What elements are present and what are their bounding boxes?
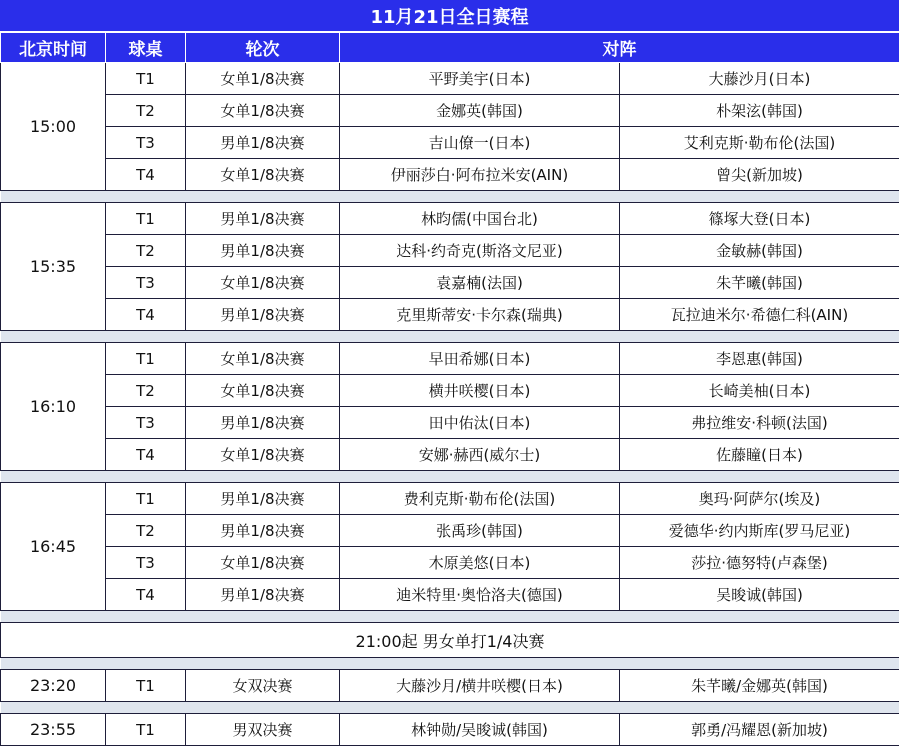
match-round: 男单1/8决赛 xyxy=(186,483,340,515)
header-table: 球桌 xyxy=(106,33,186,63)
separator-row xyxy=(1,702,899,714)
separator-row xyxy=(1,191,899,203)
match-table: T3 xyxy=(106,547,186,579)
separator-row xyxy=(1,331,899,343)
table-row xyxy=(1,267,899,299)
table-row xyxy=(1,159,899,191)
match-table: T4 xyxy=(106,439,186,471)
table-row xyxy=(1,343,899,375)
player-a: 金娜英(韩国) xyxy=(340,95,620,127)
schedule-title: 11月21日全日赛程 xyxy=(0,0,899,32)
table-row xyxy=(1,203,899,235)
player-a: 木原美悠(日本) xyxy=(340,547,620,579)
player-a: 迪米特里·奥恰洛夫(德国) xyxy=(340,579,620,611)
player-b: 莎拉·德努特(卢森堡) xyxy=(620,547,899,579)
player-b: 郭勇/冯耀恩(新加坡) xyxy=(620,714,899,746)
match-round: 女双决赛 xyxy=(186,670,340,702)
player-b: 爱德华·约内斯库(罗马尼亚) xyxy=(620,515,899,547)
match-table: T4 xyxy=(106,299,186,331)
table-row xyxy=(1,670,899,702)
final-time: 23:20 xyxy=(1,670,106,702)
match-round: 男双决赛 xyxy=(186,714,340,746)
player-a: 林昀儒(中国台北) xyxy=(340,203,620,235)
table-row xyxy=(1,235,899,267)
table-row xyxy=(1,483,899,515)
match-table: T1 xyxy=(106,203,186,235)
separator xyxy=(1,331,899,343)
match-round: 男单1/8决赛 xyxy=(186,235,340,267)
player-b: 金敏赫(韩国) xyxy=(620,235,899,267)
player-b: 佐藤瞳(日本) xyxy=(620,439,899,471)
match-table: T2 xyxy=(106,95,186,127)
player-a: 大藤沙月/横井咲樱(日本) xyxy=(340,670,620,702)
match-table: T3 xyxy=(106,407,186,439)
block-time: 15:35 xyxy=(1,203,106,331)
player-a: 横井咲樱(日本) xyxy=(340,375,620,407)
match-round: 女单1/8决赛 xyxy=(186,267,340,299)
player-a: 早田希娜(日本) xyxy=(340,343,620,375)
match-round: 女单1/8决赛 xyxy=(186,375,340,407)
table-row xyxy=(1,95,899,127)
player-a: 安娜·赫西(威尔士) xyxy=(340,439,620,471)
player-b: 瓦拉迪米尔·希德仁科(AIN) xyxy=(620,299,899,331)
final-time: 23:55 xyxy=(1,714,106,746)
match-table: T1 xyxy=(106,670,186,702)
player-b: 吴晙诚(韩国) xyxy=(620,579,899,611)
match-table: T4 xyxy=(106,159,186,191)
player-b: 弗拉维安·科顿(法国) xyxy=(620,407,899,439)
match-round: 女单1/8决赛 xyxy=(186,95,340,127)
match-table: T1 xyxy=(106,483,186,515)
player-a: 张禹珍(韩国) xyxy=(340,515,620,547)
match-table: T1 xyxy=(106,63,186,95)
table-row xyxy=(1,299,899,331)
player-b: 长崎美柚(日本) xyxy=(620,375,899,407)
match-table: T4 xyxy=(106,579,186,611)
separator-row xyxy=(1,658,899,670)
table-row xyxy=(1,63,899,95)
table-row xyxy=(1,714,899,746)
player-a: 吉山僚一(日本) xyxy=(340,127,620,159)
player-b: 朱芊曦/金娜英(韩国) xyxy=(620,670,899,702)
match-table: T3 xyxy=(106,127,186,159)
player-b: 大藤沙月(日本) xyxy=(620,63,899,95)
match-table: T1 xyxy=(106,714,186,746)
header-round: 轮次 xyxy=(186,33,340,63)
match-round: 男单1/8决赛 xyxy=(186,299,340,331)
schedule-table xyxy=(0,32,899,746)
table-row xyxy=(1,127,899,159)
match-table: T2 xyxy=(106,235,186,267)
match-round: 女单1/8决赛 xyxy=(186,547,340,579)
player-a: 克里斯蒂安·卡尔森(瑞典) xyxy=(340,299,620,331)
header-time: 北京时间 xyxy=(1,33,106,63)
separator xyxy=(1,658,899,670)
player-a: 平野美宇(日本) xyxy=(340,63,620,95)
match-round: 男单1/8决赛 xyxy=(186,579,340,611)
player-a: 费利克斯·勒布伦(法国) xyxy=(340,483,620,515)
table-row xyxy=(1,375,899,407)
match-round: 男单1/8决赛 xyxy=(186,515,340,547)
separator xyxy=(1,611,899,623)
match-round: 男单1/8决赛 xyxy=(186,203,340,235)
separator xyxy=(1,702,899,714)
player-a: 达科·约奇克(斯洛文尼亚) xyxy=(340,235,620,267)
separator xyxy=(1,191,899,203)
block-time: 16:10 xyxy=(1,343,106,471)
separator xyxy=(1,471,899,483)
block-time: 15:00 xyxy=(1,63,106,191)
table-row xyxy=(1,407,899,439)
match-round: 女单1/8决赛 xyxy=(186,63,340,95)
player-a: 林钟勋/吴晙诚(韩国) xyxy=(340,714,620,746)
match-table: T1 xyxy=(106,343,186,375)
player-b: 朴架泫(韩国) xyxy=(620,95,899,127)
player-b: 曾尖(新加坡) xyxy=(620,159,899,191)
table-row xyxy=(1,579,899,611)
match-round: 女单1/8决赛 xyxy=(186,343,340,375)
player-b: 艾利克斯·勒布伦(法国) xyxy=(620,127,899,159)
player-a: 袁嘉楠(法国) xyxy=(340,267,620,299)
player-b: 朱芊曦(韩国) xyxy=(620,267,899,299)
match-table: T2 xyxy=(106,515,186,547)
match-round: 女单1/8决赛 xyxy=(186,439,340,471)
match-round: 女单1/8决赛 xyxy=(186,159,340,191)
match-table: T3 xyxy=(106,267,186,299)
table-row xyxy=(1,515,899,547)
separator-row xyxy=(1,611,899,623)
table-row xyxy=(1,439,899,471)
quarterfinal-banner: 21:00起 男女单打1/4决赛 xyxy=(1,623,899,658)
table-row xyxy=(1,547,899,579)
match-table: T2 xyxy=(106,375,186,407)
player-a: 田中佑汰(日本) xyxy=(340,407,620,439)
block-time: 16:45 xyxy=(1,483,106,611)
banner-row xyxy=(1,623,899,658)
player-b: 篠塚大登(日本) xyxy=(620,203,899,235)
header-matchup: 对阵 xyxy=(340,33,899,63)
match-round: 男单1/8决赛 xyxy=(186,407,340,439)
header-row xyxy=(1,33,899,63)
player-b: 李恩惠(韩国) xyxy=(620,343,899,375)
match-round: 男单1/8决赛 xyxy=(186,127,340,159)
separator-row xyxy=(1,471,899,483)
player-b: 奥玛·阿萨尔(埃及) xyxy=(620,483,899,515)
player-a: 伊丽莎白·阿布拉米安(AIN) xyxy=(340,159,620,191)
